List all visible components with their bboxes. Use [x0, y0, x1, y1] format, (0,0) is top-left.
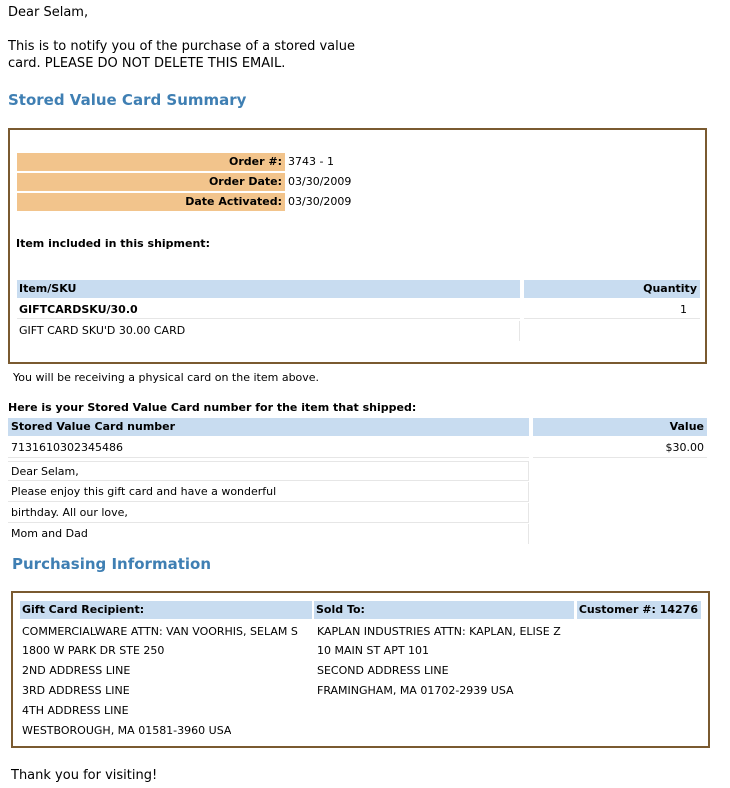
order-date-label: Order Date: — [17, 173, 285, 191]
card-value-cell: $30.00 — [533, 438, 707, 458]
order-number-label: Order #: — [17, 153, 285, 171]
gift-message-line-4: Mom and Dad — [8, 524, 529, 544]
gift-message-line-3: birthday. All our love, — [8, 503, 529, 523]
greeting: Dear Selam, — [8, 5, 89, 20]
card-number-cell: 7131610302345486 — [8, 438, 529, 458]
item-description-cell: GIFT CARD SKU'D 30.00 CARD — [17, 321, 520, 341]
item-quantity-cell: 1 — [524, 300, 700, 319]
customer-number-header: Customer #: 14276 — [577, 601, 701, 619]
gift-message-line-2: Please enjoy this gift card and have a wonderful — [8, 482, 529, 502]
sold-to-line-3: SECOND ADDRESS LINE — [317, 664, 449, 677]
intro-line-2: card. PLEASE DO NOT DELETE THIS EMAIL. — [8, 56, 286, 71]
quantity-header: Quantity — [524, 280, 700, 298]
card-value-header: Value — [533, 418, 707, 436]
intro-line-1: This is to notify you of the purchase of a stored value — [8, 39, 355, 54]
sold-to-line-1: KAPLAN INDUSTRIES ATTN: KAPLAN, ELISE Z — [317, 625, 561, 638]
gift-card-recipient-header: Gift Card Recipient: — [20, 601, 312, 619]
card-number-header: Stored Value Card number — [8, 418, 529, 436]
recipient-line-3: 2ND ADDRESS LINE — [22, 664, 131, 677]
purchasing-heading: Purchasing Information — [12, 555, 212, 573]
item-sku-header: Item/SKU — [17, 280, 520, 298]
card-number-intro: Here is your Stored Value Card number for the item that shipped: — [8, 401, 417, 414]
recipient-line-4: 3RD ADDRESS LINE — [22, 684, 130, 697]
gift-message-line-1: Dear Selam, — [8, 461, 529, 481]
sold-to-line-4: FRAMINGHAM, MA 01702-2939 USA — [317, 684, 514, 697]
physical-card-note: You will be receiving a physical card on the item above. — [13, 371, 320, 384]
sold-to-line-2: 10 MAIN ST APT 101 — [317, 644, 430, 657]
summary-heading: Stored Value Card Summary — [8, 91, 247, 109]
order-number-value: 3743 - 1 — [288, 155, 334, 168]
date-activated-label: Date Activated: — [17, 193, 285, 211]
recipient-line-6: WESTBOROUGH, MA 01581-3960 USA — [22, 724, 232, 737]
sold-to-header: Sold To: — [314, 601, 574, 619]
shipment-label: Item included in this shipment: — [16, 237, 210, 250]
recipient-line-5: 4TH ADDRESS LINE — [22, 704, 129, 717]
recipient-line-1: COMMERCIALWARE ATTN: VAN VOORHIS, SELAM S — [22, 625, 298, 638]
order-date-value: 03/30/2009 — [288, 175, 352, 188]
item-sku-cell: GIFTCARDSKU/30.0 — [17, 300, 520, 319]
recipient-line-2: 1800 W PARK DR STE 250 — [22, 644, 165, 657]
closing-text: Thank you for visiting! — [11, 768, 158, 783]
date-activated-value: 03/30/2009 — [288, 195, 352, 208]
